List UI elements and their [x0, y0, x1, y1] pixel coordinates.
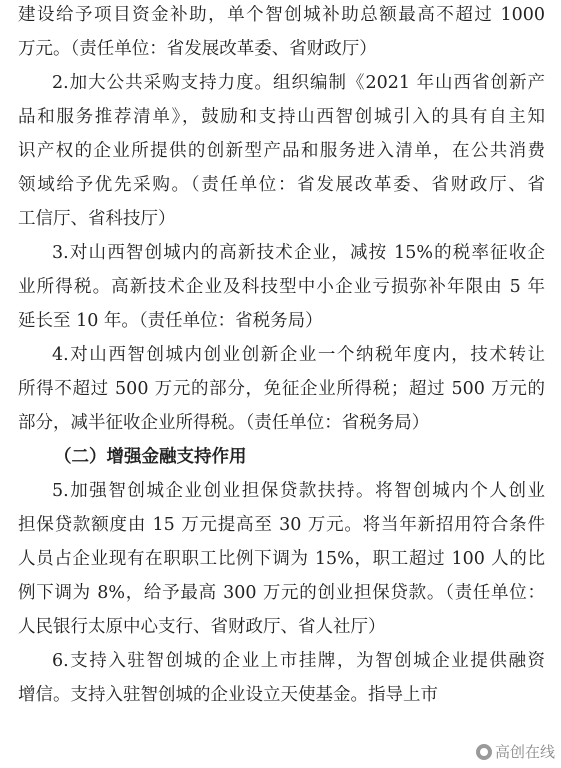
- watermark-text: 高创在线: [494, 743, 555, 761]
- wechat-icon: [476, 744, 492, 760]
- text-line: 识产权的企业所提供的创新型产品和服务进入清单，在公共消费: [18, 141, 545, 161]
- text-line: 建设给予项目资金补助，单个智创城补助总额最高不超过 1000: [18, 5, 545, 25]
- text-line: 人民银行太原中心支行、省财政厅、省人社厅）: [18, 617, 386, 637]
- paragraph-3-start: 3.对山西智创城内的高新技术企业，减按 15%的税率征收企: [52, 243, 545, 263]
- text-line: 担保贷款额度由 15 万元提高至 30 万元。将当年新招用符合条件: [18, 515, 545, 535]
- watermark: [476, 741, 555, 762]
- paragraph-6-start: 6.支持入驻智创城的企业上市挂牌，为智创城企业提供融资: [52, 651, 545, 671]
- text-line: 部分，减半征收企业所得税。（责任单位：省税务局）: [18, 413, 430, 433]
- text-line: 品和服务推荐清单》，鼓励和支持山西智创城引入的具有自主知: [18, 107, 545, 127]
- paragraph-4-start: 4.对山西智创城内创业创新企业一个纳税年度内，技术转让: [52, 345, 545, 365]
- text-line: 万元。（责任单位：省发展改革委、省财政厅）: [18, 39, 377, 59]
- text-line: 业所得税。高新技术企业及科技型中小企业亏损弥补年限由 5 年: [18, 277, 545, 297]
- text-line: 人员占企业现有在职职工比例下调为 15%，职工超过 100 人的比: [18, 549, 545, 569]
- text-line: 增信。支持入驻智创城的企业设立天使基金。指导上市: [18, 685, 438, 705]
- text-line: 所得不超过 500 万元的部分，免征企业所得税；超过 500 万元的: [18, 379, 545, 399]
- text-line: 工信厅、省科技厅）: [18, 209, 176, 229]
- text-line: 领域给予优先采购。（责任单位：省发展改革委、省财政厅、省: [18, 175, 545, 195]
- text-line: 延长至 10 年。（责任单位：省税务局）: [18, 311, 323, 331]
- text-line: 例下调为 8%，给予最高 300 万元的创业担保贷款。（责任单位：: [18, 583, 545, 603]
- paragraph-5-start: 5.加强智创城企业创业担保贷款扶持。将智创城内个人创业: [52, 481, 545, 501]
- paragraph-2-start: 2.加大公共采购支持力度。组织编制《2021 年山西省创新产: [52, 73, 545, 93]
- section-heading: （二）增强金融支持作用: [54, 447, 247, 467]
